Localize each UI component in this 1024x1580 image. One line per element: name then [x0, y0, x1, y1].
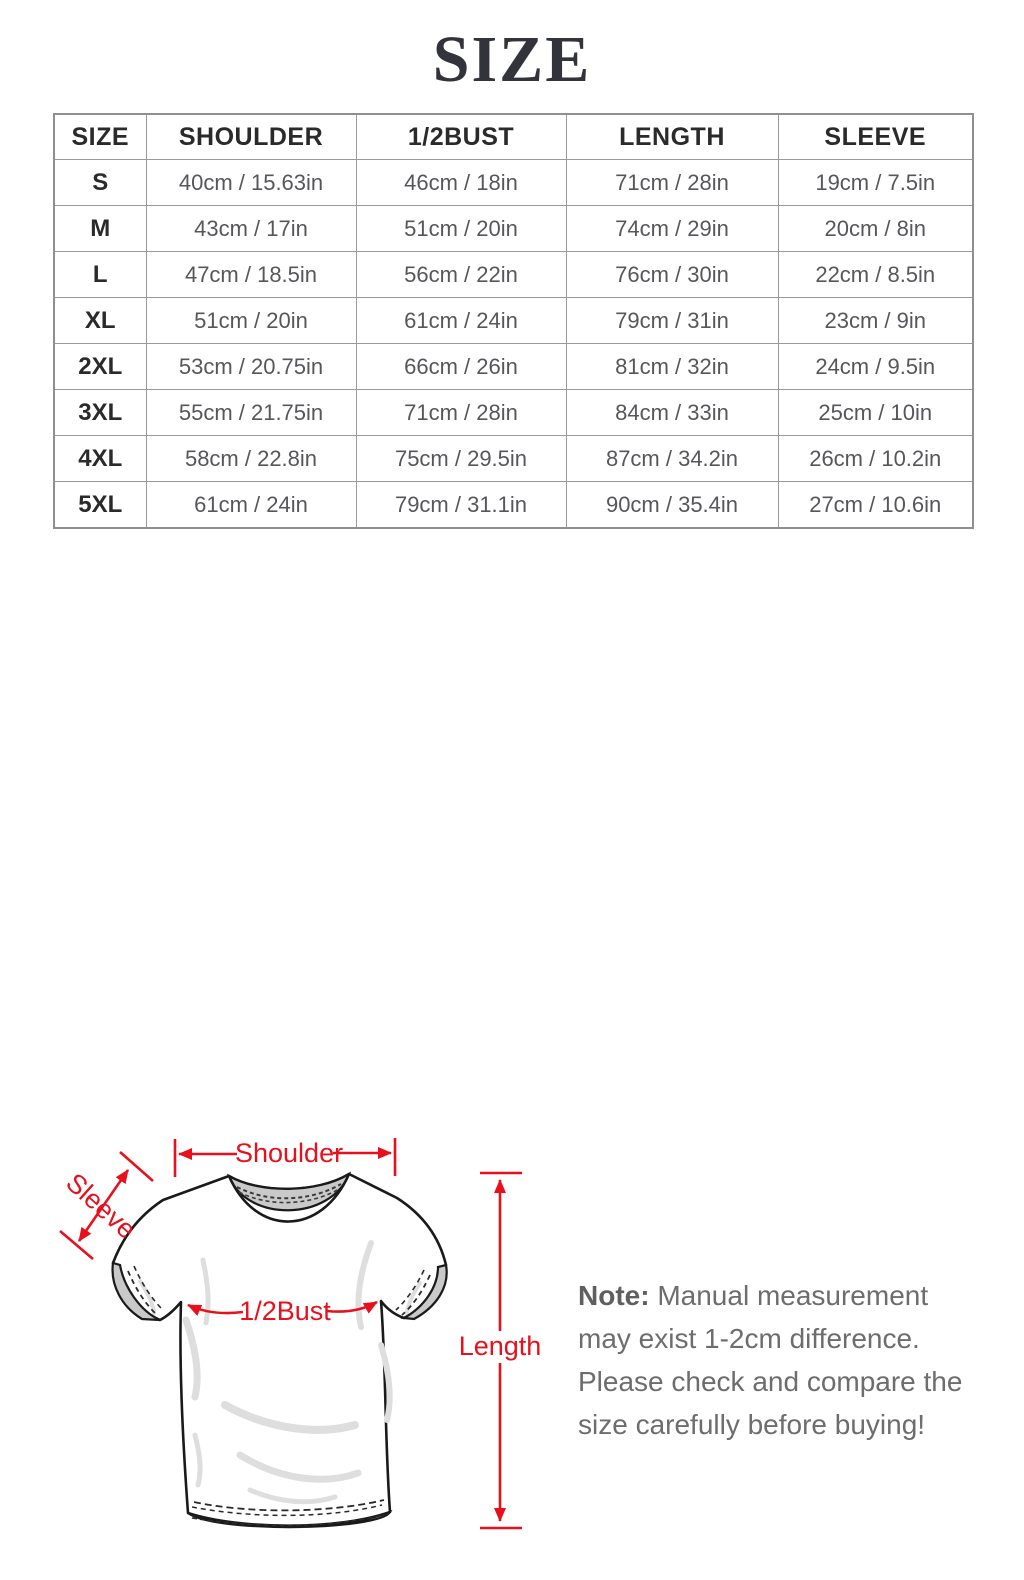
- note-text: Manual measurement may exist 1-2cm difference. Please check and compare the size carefully before buying!: [578, 1280, 963, 1440]
- table-row: [54, 206, 973, 252]
- shoulder-cell: 55cm / 21.75in: [146, 390, 356, 436]
- shoulder-cell: 53cm / 20.75in: [146, 344, 356, 390]
- note-prefix: Note:: [578, 1280, 650, 1311]
- shoulder-cell: 58cm / 22.8in: [146, 436, 356, 482]
- shoulder-cell: 51cm / 20in: [146, 298, 356, 344]
- length-cell: 87cm / 34.2in: [566, 436, 778, 482]
- size-cell: 4XL: [54, 436, 146, 482]
- size-cell: 3XL: [54, 390, 146, 436]
- bust-cell: 51cm / 20in: [356, 206, 566, 252]
- size-cell: S: [54, 160, 146, 206]
- shoulder-measure-label: Shoulder: [235, 1138, 344, 1168]
- header-shoulder: SHOULDER: [146, 114, 356, 160]
- header-length: LENGTH: [566, 114, 778, 160]
- length-cell: 84cm / 33in: [566, 390, 778, 436]
- shoulder-cell: 40cm / 15.63in: [146, 160, 356, 206]
- table-row: [54, 436, 973, 482]
- header-row: [54, 114, 973, 160]
- bust-cell: 66cm / 26in: [356, 344, 566, 390]
- sleeve-cell: 27cm / 10.6in: [778, 482, 973, 529]
- table-row: [54, 252, 973, 298]
- sleeve-measure-label: Sleeve: [60, 1167, 142, 1245]
- shoulder-cell: 47cm / 18.5in: [146, 252, 356, 298]
- sleeve-cell: 24cm / 9.5in: [778, 344, 973, 390]
- bust-cell: 46cm / 18in: [356, 160, 566, 206]
- sleeve-cell: 23cm / 9in: [778, 298, 973, 344]
- page-title: SIZE: [432, 23, 592, 96]
- header-bust: 1/2BUST: [356, 114, 566, 160]
- size-cell: 2XL: [54, 344, 146, 390]
- length-cell: 81cm / 32in: [566, 344, 778, 390]
- length-cell: 74cm / 29in: [566, 206, 778, 252]
- header-sleeve: SLEEVE: [778, 114, 973, 160]
- length-cell: 76cm / 30in: [566, 252, 778, 298]
- size-cell: 5XL: [54, 482, 146, 529]
- length-cell: 90cm / 35.4in: [566, 482, 778, 529]
- bust-cell: 75cm / 29.5in: [356, 436, 566, 482]
- sleeve-cell: 22cm / 8.5in: [778, 252, 973, 298]
- sleeve-cell: 20cm / 8in: [778, 206, 973, 252]
- size-chart-table: [53, 113, 974, 529]
- header-size: SIZE: [54, 114, 146, 160]
- size-cell: L: [54, 252, 146, 298]
- length-measure-label: Length: [458, 1331, 542, 1361]
- measurement-diagram: [0, 560, 1024, 1440]
- length-cell: 79cm / 31in: [566, 298, 778, 344]
- measurement-note: [578, 1274, 982, 1446]
- sleeve-cell: 19cm / 7.5in: [778, 160, 973, 206]
- table-row: [54, 344, 973, 390]
- shoulder-cell: 61cm / 24in: [146, 482, 356, 529]
- bust-cell: 79cm / 31.1in: [356, 482, 566, 529]
- shoulder-cell: 43cm / 17in: [146, 206, 356, 252]
- sleeve-cell: 26cm / 10.2in: [778, 436, 973, 482]
- bust-cell: 71cm / 28in: [356, 390, 566, 436]
- sleeve-cell: 25cm / 10in: [778, 390, 973, 436]
- table-row: [54, 160, 973, 206]
- tshirt-outline: [113, 1174, 447, 1527]
- bust-cell: 56cm / 22in: [356, 252, 566, 298]
- size-cell: XL: [54, 298, 146, 344]
- table-row: [54, 482, 973, 529]
- half-bust-measure-label: 1/2Bust: [239, 1296, 331, 1326]
- bust-cell: 61cm / 24in: [356, 298, 566, 344]
- size-cell: M: [54, 206, 146, 252]
- table-row: [54, 298, 973, 344]
- table-row: [54, 390, 973, 436]
- length-cell: 71cm / 28in: [566, 160, 778, 206]
